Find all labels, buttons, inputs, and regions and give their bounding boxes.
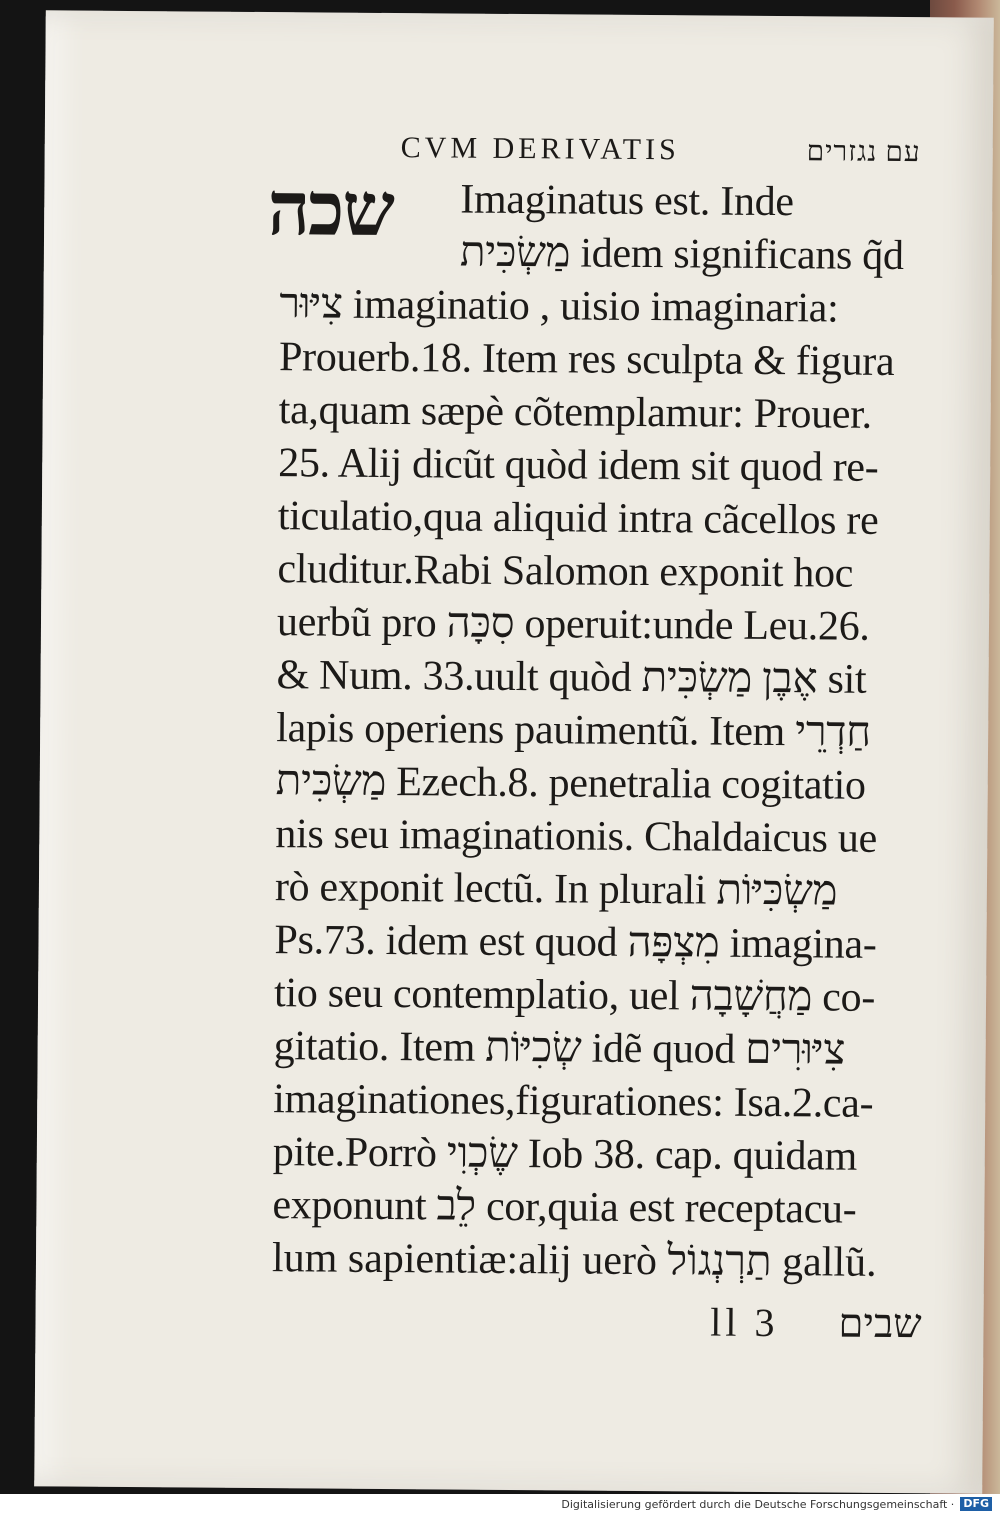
text-line: cluditur.Rabi Salomon exponit hoc [277,546,854,597]
text-line: Ps.73. idem est quod מִצְפָּה imagina- [274,917,877,968]
text-line: lapis operiens pauimentũ. Item חַדְרֵי [275,705,871,756]
text-line: uerbũ pro סִכָּה operuit:unde Leu.26. [276,599,870,650]
entry-block [267,166,971,1290]
text-line: lum sapientiæ:alij uerò תַרְנְגוֹל gallũ. [271,1235,877,1286]
page-footer [271,1295,961,1347]
headword: שכה [267,166,394,254]
text-line: Prouerb.18. Item res sculpta & figura [278,334,895,385]
text-line: Imaginatus est. Inde [460,176,794,226]
text-line: ticulatio,qua aliquid intra cãcellos re [277,493,879,544]
signature-mark: ll 3 [710,1299,779,1346]
header-latin: CVM DERIVATIS [400,131,680,167]
text-line: צִיּוּר imaginatio , uisio imaginaria: [279,281,839,332]
text-line: tio seu contemplatio, uel מַחֲשָׁבָה co- [273,970,876,1021]
book-page [34,10,994,1493]
text-line: rò exponit lectũ. In plurali מַשְׂכִּיּוֹת [274,864,838,915]
text-line: 25. Alij dicũt quòd idem sit quod re- [278,440,879,491]
text-line: pite.Porrò שֶׂכְוִי Iob 38. cap. quidam [272,1129,858,1180]
text-line: gitatio. Item שְׂכִיּוֹת idẽ quod צִיּוּרִים [273,1023,846,1074]
dfg-logo[interactable]: DFG [960,1497,992,1511]
text-line: nis seu imaginationis. Chaldaicus ue [275,811,878,862]
credit-bar [0,1494,1000,1514]
text-line: & Num. 33.uult quòd אֶבֶן מַשְׂכִּית sit [276,652,867,703]
catchword: שבים [838,1300,922,1347]
header-hebrew: עם נגזרים [806,136,921,169]
text-line: imaginationes,figurationes: Isa.2.ca- [273,1076,874,1127]
text-line: מַשְׂכִּית idem significans q̃d [459,229,904,280]
text-line: exponunt לֵב cor,quia est receptacu- [272,1182,857,1233]
page-text-block [267,130,970,1347]
credit-text: Digitalisierung gefördert durch die Deutsche Forschungsgemeinschaft · [561,1497,955,1511]
text-line: ta,quam sæpè cõtemplamur: Prouer. [278,387,872,438]
text-line: מַשְׂכִּית Ezech.8. penetralia cogitatio [275,758,866,809]
